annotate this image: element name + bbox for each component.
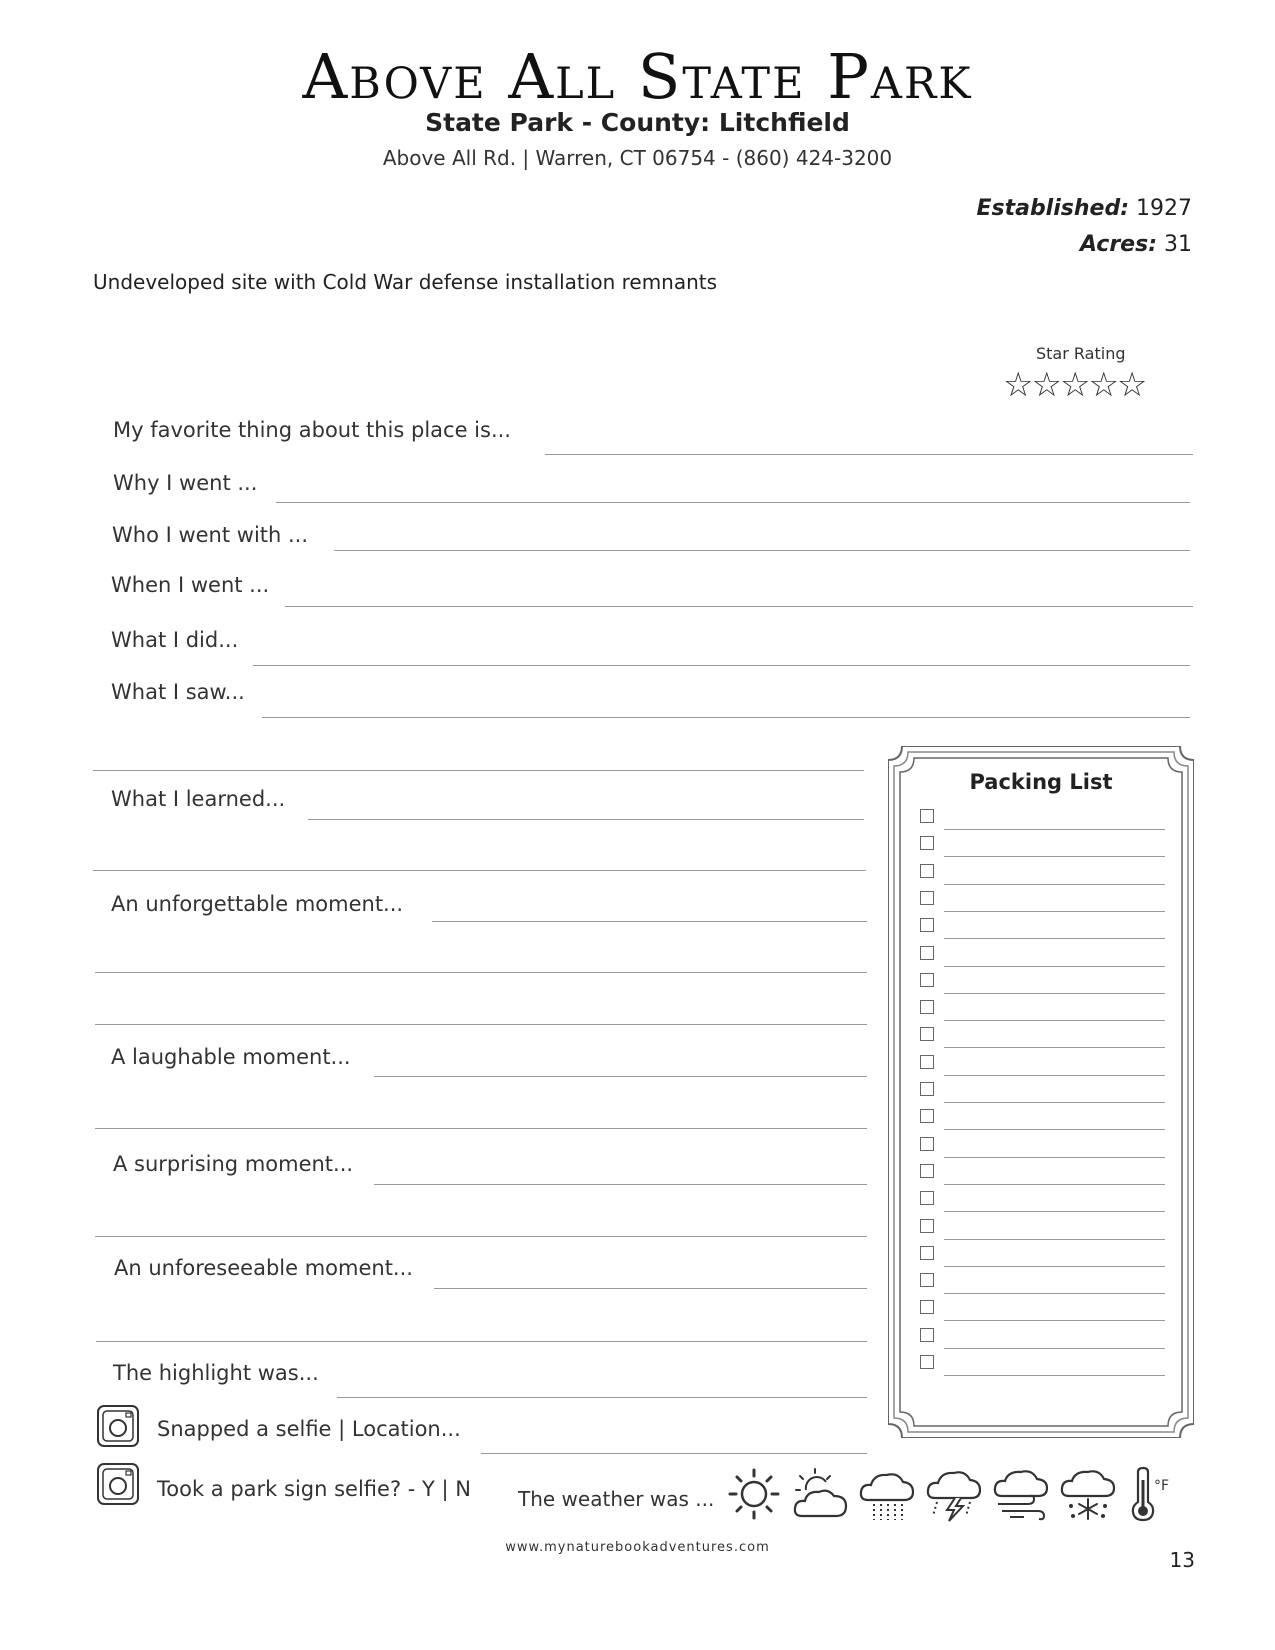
checkbox[interactable] xyxy=(920,1300,934,1314)
prompt-who: Who I went with ... xyxy=(112,523,309,547)
prompt-highlight: The highlight was... xyxy=(113,1361,319,1385)
weather-label: The weather was ... xyxy=(518,1487,715,1511)
packing-list-title: Packing List xyxy=(969,770,1113,794)
checkbox[interactable] xyxy=(920,1109,934,1123)
rain-icon[interactable] xyxy=(858,1466,916,1522)
windy-icon[interactable] xyxy=(992,1466,1050,1522)
packing-write-line[interactable] xyxy=(944,1157,1165,1158)
write-line[interactable] xyxy=(285,606,1193,607)
prompt-learned: What I learned... xyxy=(111,787,286,811)
packing-write-line[interactable] xyxy=(944,1075,1165,1076)
write-line[interactable] xyxy=(434,1288,867,1289)
star-rating-label: Star Rating xyxy=(1036,344,1126,363)
prompt-sign-selfie: Took a park sign selfie? - Y | N xyxy=(157,1477,471,1501)
write-line[interactable] xyxy=(545,454,1193,455)
prompt-when: When I went ... xyxy=(111,573,270,597)
packing-write-line[interactable] xyxy=(944,1320,1165,1321)
packing-write-line[interactable] xyxy=(944,1129,1165,1130)
thermometer-icon[interactable] xyxy=(1126,1466,1172,1522)
prompt-saw: What I saw... xyxy=(111,680,245,704)
packing-list-item[interactable] xyxy=(920,1160,1165,1184)
page-number: 13 xyxy=(1169,1548,1195,1572)
prompt-unforeseeable: An unforeseeable moment... xyxy=(114,1256,413,1280)
write-line[interactable] xyxy=(308,819,864,820)
write-line[interactable] xyxy=(337,1397,867,1398)
packing-list-item[interactable] xyxy=(920,914,1165,938)
checkbox[interactable] xyxy=(920,946,934,960)
write-line[interactable] xyxy=(253,665,1190,666)
checkbox[interactable] xyxy=(920,1219,934,1233)
acres-label: Acres: xyxy=(1079,232,1157,257)
park-subtitle: State Park - County: Litchfield xyxy=(425,108,850,137)
packing-write-line[interactable] xyxy=(944,911,1165,912)
checkbox[interactable] xyxy=(920,1082,934,1096)
packing-list-item[interactable] xyxy=(920,1324,1165,1348)
park-description: Undeveloped site with Cold War defense installation remnants xyxy=(93,270,718,294)
checkbox[interactable] xyxy=(920,836,934,850)
write-line[interactable] xyxy=(93,870,866,871)
prompt-favorite: My favorite thing about this place is... xyxy=(113,418,511,442)
star-rating[interactable]: ☆☆☆☆☆ xyxy=(1003,365,1146,405)
packing-list-item[interactable] xyxy=(920,1351,1165,1375)
packing-write-line[interactable] xyxy=(944,993,1165,994)
svg-text:°F: °F xyxy=(1154,1478,1170,1494)
checkbox[interactable] xyxy=(920,973,934,987)
packing-list-item[interactable] xyxy=(920,1133,1165,1157)
sun-icon[interactable] xyxy=(725,1466,783,1522)
checkbox[interactable] xyxy=(920,1164,934,1178)
checkbox[interactable] xyxy=(920,1000,934,1014)
packing-list-item[interactable] xyxy=(920,887,1165,911)
write-line[interactable] xyxy=(481,1453,867,1454)
acres-value: 31 xyxy=(1164,232,1192,257)
write-line[interactable] xyxy=(374,1076,867,1077)
checkbox[interactable] xyxy=(920,1328,934,1342)
packing-write-line[interactable] xyxy=(944,1102,1165,1103)
packing-write-line[interactable] xyxy=(944,1375,1165,1376)
packing-write-line[interactable] xyxy=(944,1293,1165,1294)
checkbox[interactable] xyxy=(920,1246,934,1260)
checkbox[interactable] xyxy=(920,1027,934,1041)
established-value: 1927 xyxy=(1136,196,1192,221)
thunderstorm-icon[interactable] xyxy=(925,1466,983,1522)
packing-write-line[interactable] xyxy=(944,938,1165,939)
write-line[interactable] xyxy=(95,1024,867,1025)
checkbox[interactable] xyxy=(920,918,934,932)
write-line[interactable] xyxy=(334,550,1190,551)
packing-list-item[interactable] xyxy=(920,942,1165,966)
packing-list-item[interactable] xyxy=(920,1051,1165,1075)
packing-write-line[interactable] xyxy=(944,1266,1165,1267)
established-label: Established: xyxy=(976,196,1129,221)
packing-list-item[interactable] xyxy=(920,1078,1165,1102)
write-line[interactable] xyxy=(374,1184,867,1185)
packing-list-item[interactable] xyxy=(920,805,1165,829)
packing-list-item[interactable] xyxy=(920,1242,1165,1266)
footer-website[interactable]: www.mynaturebookadventures.com xyxy=(505,1540,770,1555)
packing-write-line[interactable] xyxy=(944,1348,1165,1349)
checkbox[interactable] xyxy=(920,1137,934,1151)
checkbox[interactable] xyxy=(920,1191,934,1205)
prompt-surprising: A surprising moment... xyxy=(113,1152,354,1176)
checkbox[interactable] xyxy=(920,809,934,823)
prompt-unforgettable: An unforgettable moment... xyxy=(111,892,404,916)
snow-icon[interactable] xyxy=(1059,1466,1117,1522)
partly-cloudy-icon[interactable] xyxy=(792,1466,850,1522)
write-line[interactable] xyxy=(96,1341,867,1342)
park-address: Above All Rd. | Warren, CT 06754 - (860) 424-3200 xyxy=(382,146,893,170)
camera-icon xyxy=(96,1462,140,1506)
page-title: Above All State Park xyxy=(302,40,973,113)
checkbox[interactable] xyxy=(920,1273,934,1287)
write-line[interactable] xyxy=(432,921,867,922)
write-line[interactable] xyxy=(276,502,1190,503)
packing-write-line[interactable] xyxy=(944,856,1165,857)
packing-write-line[interactable] xyxy=(944,1239,1165,1240)
packing-list-item[interactable] xyxy=(920,1105,1165,1129)
prompt-selfie: Snapped a selfie | Location... xyxy=(157,1417,461,1441)
packing-list-item[interactable] xyxy=(920,969,1165,993)
packing-list-item[interactable] xyxy=(920,860,1165,884)
camera-icon xyxy=(96,1404,140,1448)
packing-list-item[interactable] xyxy=(920,996,1165,1020)
packing-write-line[interactable] xyxy=(944,1184,1165,1185)
packing-write-line[interactable] xyxy=(944,966,1165,967)
packing-list-item[interactable] xyxy=(920,1215,1165,1239)
checkbox[interactable] xyxy=(920,1355,934,1369)
packing-write-line[interactable] xyxy=(944,1020,1165,1021)
prompt-did: What I did... xyxy=(111,628,239,652)
packing-write-line[interactable] xyxy=(944,829,1165,830)
packing-list-item[interactable] xyxy=(920,1187,1165,1211)
prompt-laughable: A laughable moment... xyxy=(111,1045,351,1069)
established-fact xyxy=(976,196,1192,221)
checkbox[interactable] xyxy=(920,891,934,905)
write-line[interactable] xyxy=(95,972,867,973)
packing-write-line[interactable] xyxy=(944,1211,1165,1212)
write-line[interactable] xyxy=(95,1128,867,1129)
checkbox[interactable] xyxy=(920,864,934,878)
write-line[interactable] xyxy=(262,717,1190,718)
packing-list-item[interactable] xyxy=(920,1296,1165,1320)
packing-write-line[interactable] xyxy=(944,884,1165,885)
write-line[interactable] xyxy=(95,1236,867,1237)
prompt-why: Why I went ... xyxy=(113,471,258,495)
write-line[interactable] xyxy=(93,770,864,771)
packing-list-item[interactable] xyxy=(920,832,1165,856)
packing-list-item[interactable] xyxy=(920,1269,1165,1293)
packing-list-item[interactable] xyxy=(920,1023,1165,1047)
acres-fact xyxy=(1080,232,1192,257)
packing-write-line[interactable] xyxy=(944,1047,1165,1048)
checkbox[interactable] xyxy=(920,1055,934,1069)
